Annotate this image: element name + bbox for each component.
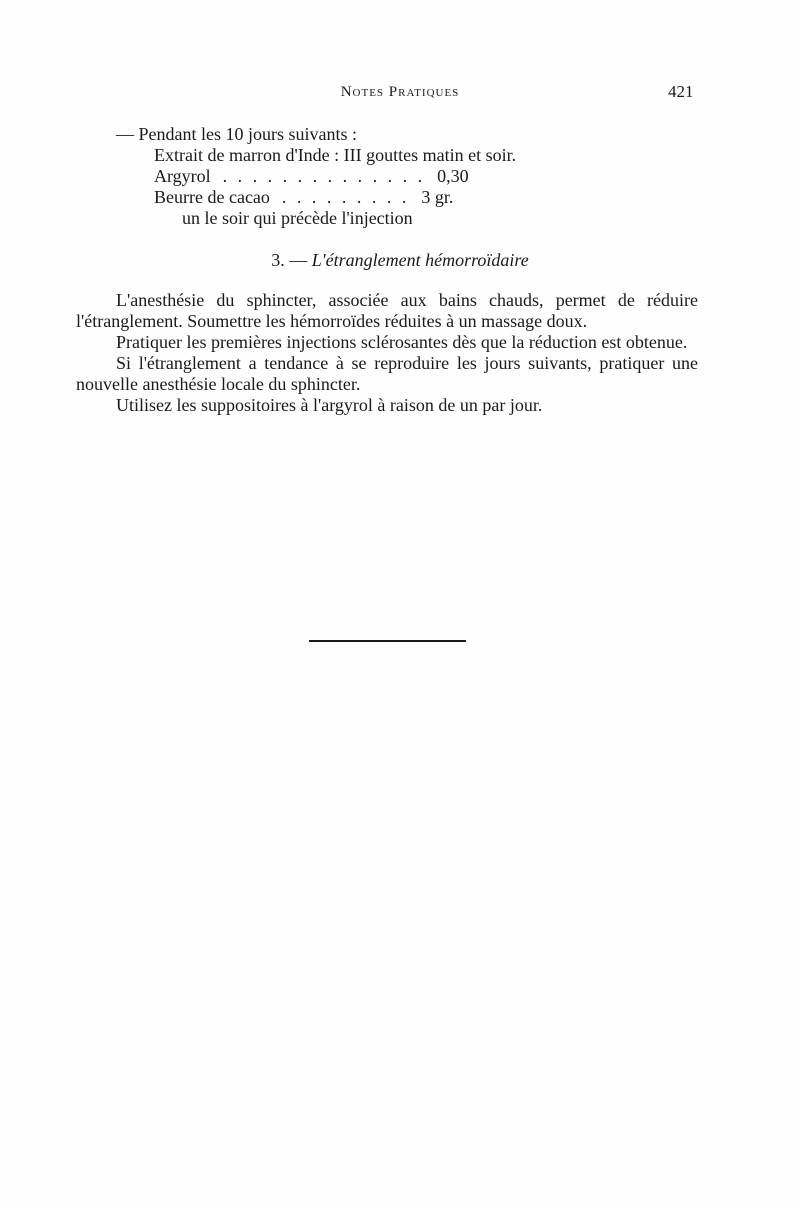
argyrol-label: Argyrol bbox=[154, 166, 211, 186]
section-heading bbox=[0, 250, 800, 271]
body-text bbox=[76, 290, 698, 416]
dot-leader: . . . . . . . . . bbox=[274, 187, 417, 207]
prescription-extrait: Extrait de marron d'Inde : III gouttes matin et soir. bbox=[154, 145, 517, 165]
argyrol-dose: 0,30 bbox=[437, 166, 469, 186]
end-rule bbox=[309, 640, 466, 642]
paragraph: Si l'étranglement a tendance à se reproduire les jours suivants, pratiquer une nouvelle anesthésie locale du sphincter. bbox=[76, 353, 698, 394]
prescription-beurre bbox=[116, 187, 516, 208]
beurre-label: Beurre de cacao bbox=[154, 187, 270, 207]
prescription-argyrol bbox=[116, 166, 516, 187]
prescription-block bbox=[116, 124, 516, 229]
section-title: L'étranglement hémorroïdaire bbox=[311, 250, 529, 270]
prescription-closing: un le soir qui précède l'injection bbox=[182, 208, 413, 228]
dot-leader: . . . . . . . . . . . . . . bbox=[215, 166, 433, 186]
page-number: 421 bbox=[668, 82, 694, 101]
paragraph: Pratiquer les premières injections sclérosantes dès que la réduction est obtenue. bbox=[116, 332, 688, 352]
section-number: 3. — bbox=[271, 250, 308, 270]
prescription-intro: — Pendant les 10 jours suivants : bbox=[116, 124, 357, 144]
beurre-dose: 3 gr. bbox=[421, 187, 454, 207]
running-head: Notes Pratiques bbox=[340, 84, 460, 100]
paragraph: Utilisez les suppositoires à l'argyrol à raison de un par jour. bbox=[116, 395, 543, 415]
paragraph: L'anesthésie du sphincter, associée aux bains chauds, permet de réduire l'étranglement. Soumettre les hémorroïdes réduites à un massage doux. bbox=[76, 290, 698, 331]
